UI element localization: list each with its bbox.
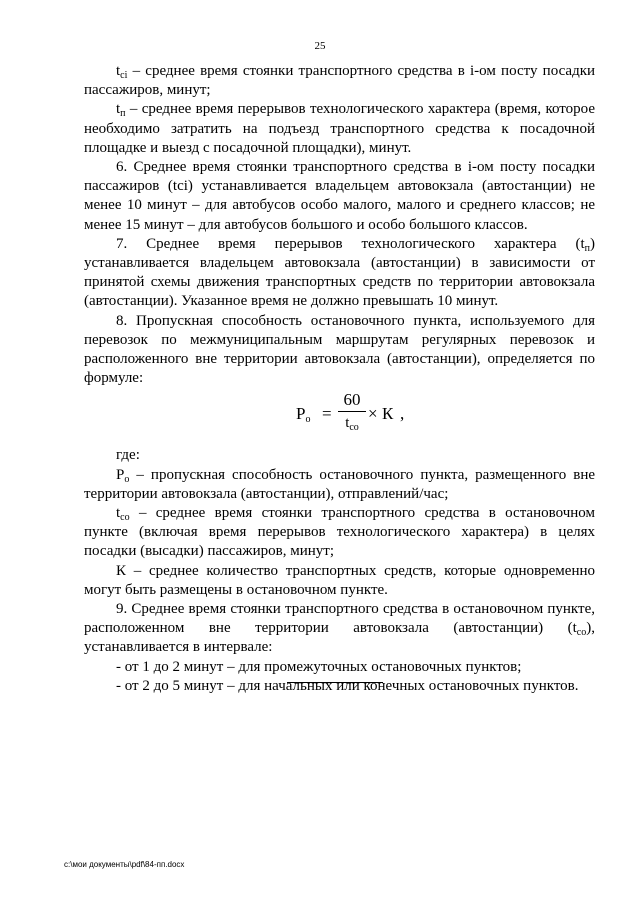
symbol-t: t: [116, 101, 121, 118]
list-item-intermediate: - от 1 до 2 минут – для промежуточных остановочных пунктов;: [116, 658, 522, 675]
paragraph-tp: [84, 100, 595, 158]
formula-comma: ,: [400, 404, 405, 424]
paragraph-item-7: [84, 235, 595, 312]
page-number: 25: [314, 40, 326, 52]
paragraph-item-6: 6. Среднее время стоянки транспортного средства в i-ом посту посадки пассажиров (tci) устанавливается владельцем автовокзала (автостанции) не менее 10 минут – для автобусов особо малого, малого и среднего классов; не менее 15 минут – для автобусов большого и особо большого классов.: [84, 159, 595, 233]
paragraph-text: 7. Среднее время перерывов технологического характера (t: [116, 235, 585, 252]
formula-times: ×: [368, 404, 378, 424]
formula-k: К: [382, 404, 394, 424]
subscript-o: о: [124, 473, 130, 485]
subscript-co: со: [120, 512, 130, 524]
formula-den-subscript: со: [349, 422, 359, 434]
formula-equals: =: [322, 404, 332, 424]
formula-p-letter: P: [296, 404, 306, 424]
paragraph-tco: [84, 504, 595, 562]
list-item-terminal: - от 2 до 5 минут – для начальных или конечных остановочных пунктов.: [116, 677, 579, 694]
paragraph-text: ) устанавливается владельцем автовокзала (автостанции) в зависимости от принятой схемы движения транспортных средств по территории автовокзала (автостанции). Указанное время не должно превышать 10 минут.: [84, 235, 595, 310]
document-body: [84, 62, 595, 696]
paragraph-text: – среднее время стоянки транспортного средства в остановочном пункте (включая время перерывов технологического характера) в целях посадки (высадки) пассажиров, минут;: [84, 505, 595, 560]
subscript-p: п: [120, 108, 126, 120]
paragraph-item-9: [84, 600, 595, 658]
end-rule: [287, 682, 383, 683]
paragraph-text: – пропускная способность остановочного пункта, размещенного вне территории автовокзала (автостанции), отправлений/час;: [84, 466, 596, 502]
symbol-t: t: [116, 505, 121, 522]
symbol-t: t: [116, 63, 121, 79]
formula-p-subscript: о: [305, 414, 311, 426]
paragraph-po: [84, 466, 595, 504]
subscript-p: п: [584, 242, 590, 254]
formula-p: [296, 404, 311, 426]
paragraph-text: – среднее время стоянки транспортного средства в i-ом посту посадки пассажиров, минут;: [84, 63, 596, 99]
paragraph-item-8: 8. Пропускная способность остановочного пункта, используемого для перевозок по межмуниципальным маршрутам регулярных перевозок и расположенного вне территории автовокзала (автостанции), определяется по формуле:: [84, 312, 595, 387]
formula-numerator: 60: [343, 390, 361, 410]
paragraph-text: ), устанавливается в интервале:: [84, 620, 595, 656]
paragraph-tci: [84, 62, 595, 100]
formula-denominator: [338, 413, 366, 433]
formula-fraction: [338, 390, 366, 433]
formula: [84, 390, 595, 442]
subscript-ci: ci: [120, 70, 128, 81]
symbol-p: P: [116, 466, 125, 483]
subscript-co: со: [576, 627, 587, 639]
formula-den-t: t: [345, 415, 350, 432]
fraction-bar: [338, 411, 366, 412]
footer-file-path: c:\мои документы\pdf\84-пп.docx: [64, 860, 185, 869]
paragraph-text: 9. Среднее время стоянки транспортного средства в остановочном пункте, расположенном вне территории автовокзала (автостанции) (t: [84, 601, 595, 637]
paragraph-k: К – среднее количество транспортных средств, которые одновременно могут быть размещены в остановочном пункте.: [84, 562, 595, 598]
paragraph-text: – среднее время перерывов технологического характера (время, которое необходимо затратить на подъезд транспортного средства к посадочной площадке и выезд с посадочной площадки), минут.: [84, 101, 595, 156]
where-label: где:: [116, 447, 140, 464]
